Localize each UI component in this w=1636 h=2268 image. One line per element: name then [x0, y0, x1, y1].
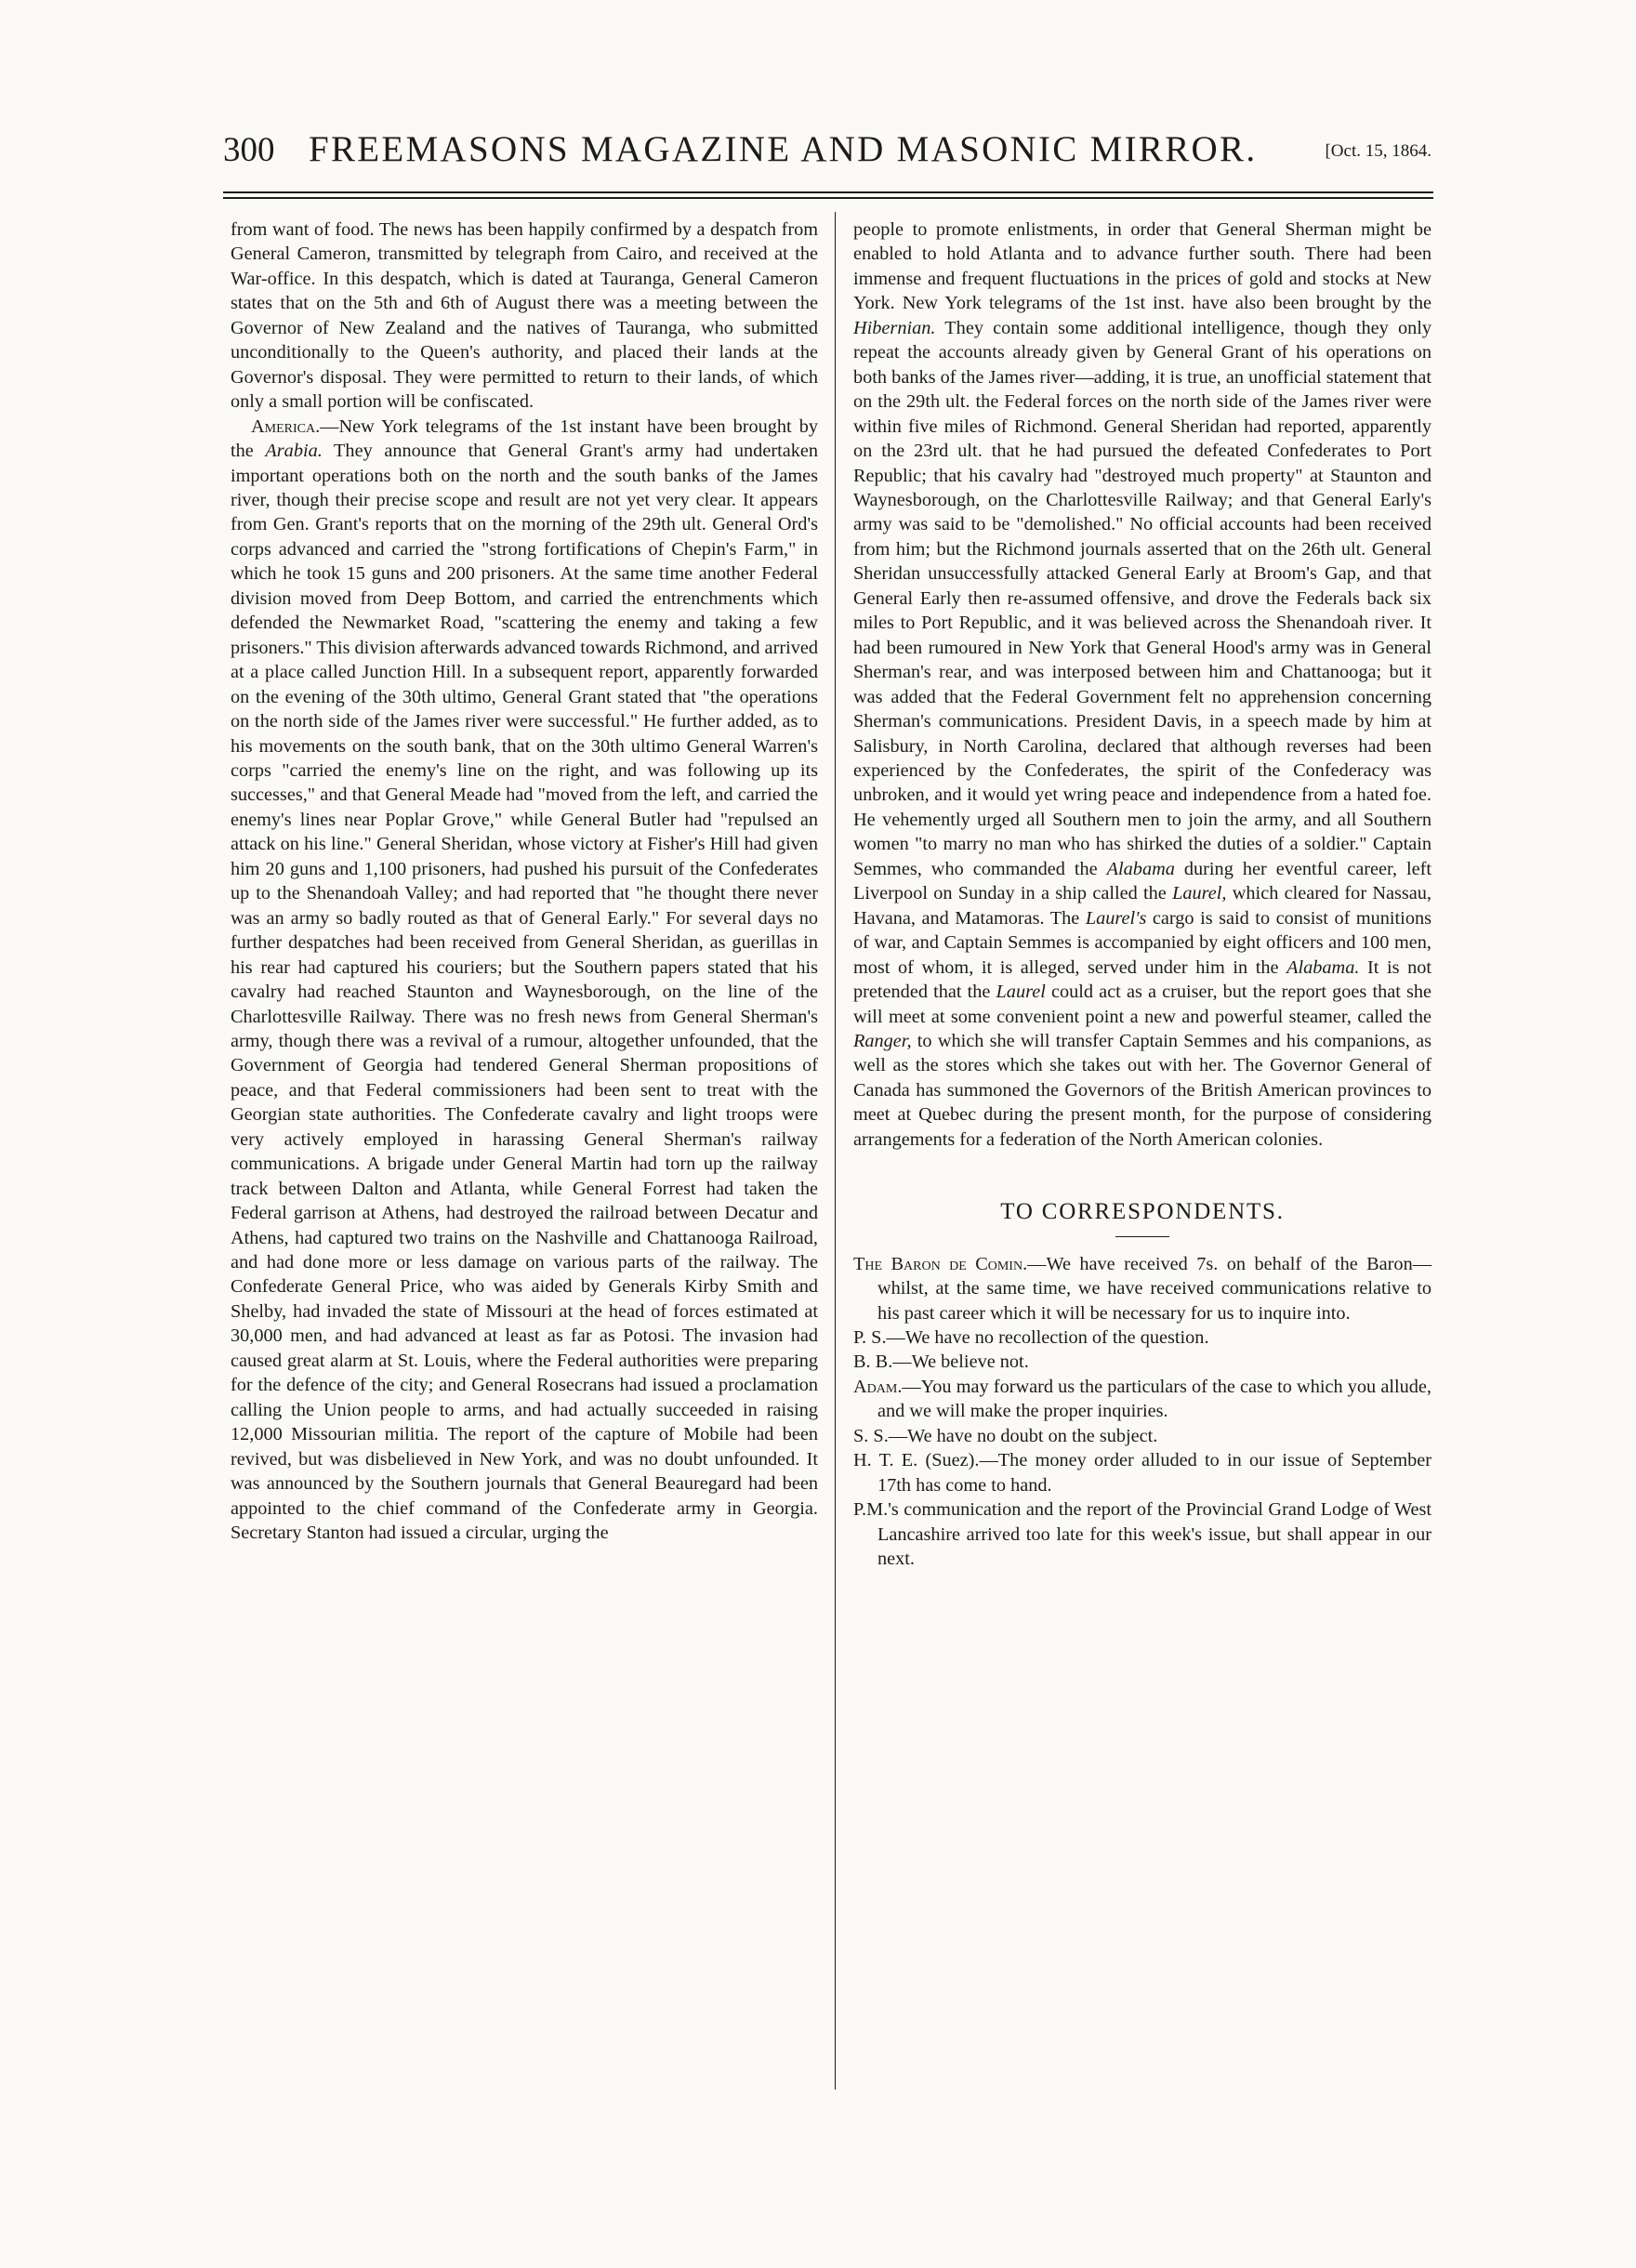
- masthead-title: FREEMASONS MAGAZINE AND MASONIC MIRROR.: [309, 129, 1258, 169]
- issue-date: [Oct. 15, 1864.: [1325, 141, 1432, 161]
- correspondent-item: P.M.'s communication and the report of the Provincial Grand Lodge of West Lancashire arrived too late for this week's issue, but shall appear in our next.: [853, 1499, 1432, 1570]
- correspondent-item: B. B.—We believe not.: [853, 1352, 1029, 1373]
- ship-name-alabama: Alabama: [1106, 858, 1175, 879]
- left-column: [231, 218, 818, 1545]
- heading-rule: [1115, 1236, 1169, 1237]
- america-paragraph: America.—New York telegrams of the 1st instant have been brought by the Arabia. They announce that General Grant's army had undertaken important operations both on the north and the south banks of the James river, though their precise scope and result are not yet very clear. It appears from Gen. Grant's reports that on the morning of the 29th ult. General Ord's corps advanced and carried the "strong fortifications of Chepin's Farm," in which he took 15 guns and 200 prisoners. At the same time another Federal division moved from Deep Bottom, and carried the entrenchments which defended the Newmarket Road, "scattering the enemy and taking a few prisoners." This division afterwards advanced towards Richmond, and arrived at a place called Junction Hill. In a subsequent report, apparently forwarded on the evening of the 30th ultimo, General Grant stated that "the operations on the north side of the James river were successful." He further added, as to his movements on the south bank, that on the 30th ultimo General Warren's corps "carried the enemy's line on the right, and was following up its successes," and that General Meade had "moved from the left, and carried the enemy's lines near Poplar Grove," while General Butler had "repulsed an attack on his line." General Sheridan, whose victory at Fisher's Hill had given him 20 guns and 1,100 prisoners, had pushed his pursuit of the Confederates up to the Shenandoah Valley; and had reported that "he thought there never was an army so badly routed as that of General Early." For several days no further despatches had been received from General Sheridan, as guerillas in his rear had captured his couriers; but the Southern papers stated that his cavalry had reached Staunton and Waynesborough, on the line of the Charlottesville Railway. There was no fresh news from General Sherman's army, though there was a revival of a rumour, altogether unfounded, that the Government of Georgia had tendered General Sherman propositions of peace, and that Federal commissioners had been sent to treat with the Georgian state authorities. The Confederate cavalry and light troops were very actively employed in harassing General Sherman's railway communications. A brigade under General Martin had torn up the railway track between Dalton and Atlanta, while General Forrest had taken the Federal garrison at Athens, had destroyed the railroad between Decatur and Athens, had captured two trains on the Nashville and Chattanooga Railroad, and had done more or less damage on various parts of the railway. The Confederate General Price, who was aided by Generals Kirby Smith and Shelby, had invaded the state of Missouri at the head of forces estimated at 30,000 men, and had advanced at least as far as Potosi. The invasion had caused great alarm at St. Louis, where the Federal authorities were preparing for the defence of the city; and General Rosecrans had issued a proclamation calling the Union people to arms, and had actually succeeded in raising 12,000 Missourian militia. The report of the capture of Mobile had been revived, but was disbelieved in New York, and was no doubt unfounded. It was announced by the Southern journals that General Beauregard had been appointed to the chief command of the Confederate army in Georgia. Secretary Stanton had issued a circular, urging the: [231, 415, 818, 1544]
- ship-name-laurel-2: Laurel: [996, 982, 1046, 1003]
- ship-name-laurel: Laurel,: [1172, 883, 1227, 904]
- new-zealand-paragraph: from want of food. The news has been happily confirmed by a despatch from General Cameron, transmitted by telegraph from Cairo, and received at the War-office. In this despatch, which is dated at Tauranga, General Cameron states that on the 5th and 6th of August there was a meeting between the Governor of New Zealand and the natives of Tauranga, who submitted unconditionally to the Queen's authority, and placed their lands at the Governor's disposal. They were permitted to return to their lands, of which only a small portion will be confiscated.: [231, 219, 818, 413]
- header-rule-bottom: [223, 197, 1433, 199]
- correspondent-item: Adam.—You may forward us the particulars of the case to which you allude, and we will make the proper inquiries.: [853, 1376, 1432, 1422]
- correspondents-list: [853, 1252, 1432, 1572]
- page-number: 300: [223, 131, 275, 169]
- ship-name-ranger: Ranger,: [853, 1030, 912, 1051]
- correspondent-item: H. T. E. (Suez).—The money order alluded to in our issue of September 17th has come to hand.: [853, 1450, 1432, 1496]
- page-header: [223, 128, 1432, 184]
- header-rule-top: [223, 191, 1433, 193]
- correspondent-item: P. S.—We have no recollection of the question.: [853, 1327, 1209, 1349]
- ship-name-alabama-2: Alabama.: [1286, 956, 1360, 978]
- column-divider: [835, 212, 836, 2090]
- correspondent-item: The Baron de Comin.—We have received 7s. on behalf of the Baron—whilst, at the same time, we have received communications relative to his past career which it will be necessary for us to inquire into.: [853, 1253, 1432, 1324]
- america-heading: America.: [251, 415, 321, 437]
- right-column: [853, 218, 1432, 1572]
- correspondents-heading: TO CORRESPONDENTS.: [1000, 1199, 1285, 1225]
- america-continued-paragraph: people to promote enlistments, in order that General Sherman might be enabled to hold Atlanta and to advance further south. There had been immense and frequent fluctuations in the prices of gold and stocks at New York. New York telegrams of the 1st inst. have also been brought by the Hibernian. They contain some additional intelligence, though they only repeat the accounts already given by General Grant of his operations on both banks of the James river—adding, it is true, an unofficial statement that on the 29th ult. the Federal forces on the north side of the James river were within five miles of Richmond. General Sheridan had reported, apparently on the 23rd ult. that he had pursued the defeated Confederates to Port Republic; that his cavalry had "destroyed much property" at Staunton and Waynesborough, on the Charlottesville Railway; and that General Early's army was said to be "demolished." No official accounts had been received from him; but the Richmond journals asserted that on the 26th ult. General Sheridan unsuccessfully attacked General Early at Broom's Gap, and that General Early then re-assumed offensive, and drove the Federals back six miles to Port Republic, and it was believed across the Shenandoah river. It had been rumoured in New York that General Hood's army was in General Sherman's rear, and was interposed between him and Chattanooga; but it was added that the Federal Government felt no apprehension concerning Sherman's communications. President Davis, in a speech made by him at Salisbury, in North Carolina, declared that although reverses had been experienced by the Confederates, the spirit of the Confederacy was unbroken, and it would yet wring peace and independence from a hated foe. He vehemently urged all Southern men to join the army, and all Southern women "to marry no man who has shirked the duties of a soldier." Captain Semmes, who commanded the Alabama during her eventful career, left Liverpool on Sunday in a ship called the Laurel, which cleared for Nassau, Havana, and Matamoras. The Laurel's cargo is said to consist of munitions of war, and Captain Semmes is accompanied by eight officers and 100 men, most of whom, it is alleged, served under him in the Alabama. It is not pretended that the Laurel could act as a cruiser, but the report goes that she will meet at some convenient point a new and powerful steamer, called the Ranger, to which she will transfer Captain Semmes and his companions, as well as the stores which she takes out with her. The Governor General of Canada has summoned the Governors of the British American provinces to meet at Quebec during the present month, for the purpose of considering arrangements for a federation of the North American colonies.: [853, 219, 1432, 1150]
- ship-name-laurels: Laurel's: [1085, 907, 1147, 929]
- correspondent-item: S. S.—We have no doubt on the subject.: [853, 1425, 1158, 1446]
- ship-name-hibernian: Hibernian.: [853, 317, 936, 338]
- ship-name-arabia: Arabia.: [265, 441, 323, 462]
